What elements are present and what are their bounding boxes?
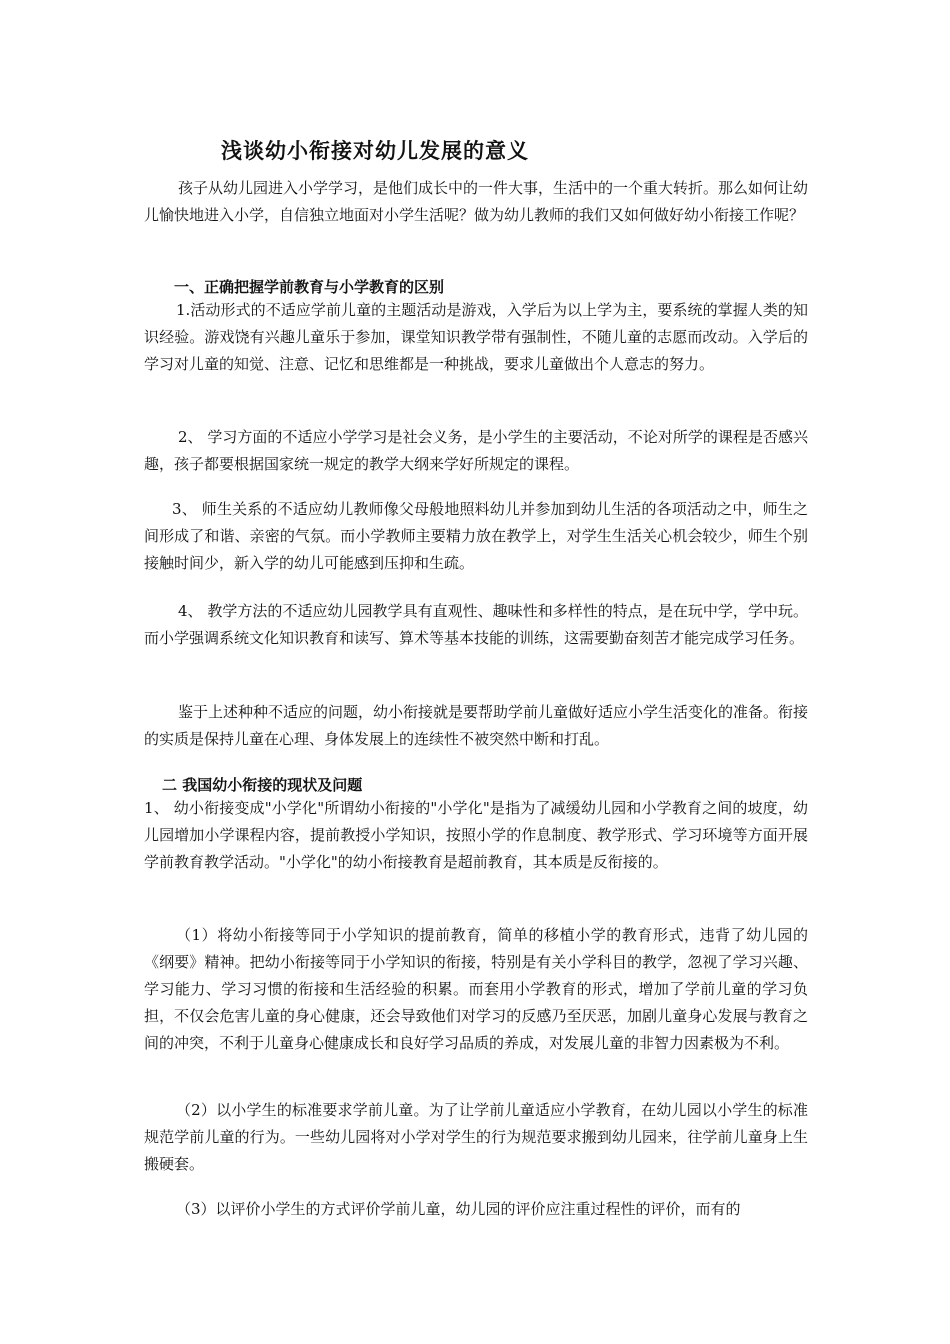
section2-heading: 二 我国幼小衔接的现状及问题 bbox=[162, 776, 363, 794]
section1-paragraph-3: 3、 师生关系的不适应幼儿教师像父母般地照料幼儿并参加到幼儿生活的各项活动之中，师生之间形成了和谐、亲密的气氛。而小学教师主要精力放在教学上，对学生生活关心机会较少，师生个别接触时间少，新入学的幼儿可能感到压抑和生疏。 bbox=[144, 500, 808, 572]
section2-item-2: （2）以小学生的标准要求学前儿童。为了让学前儿童适应小学教育，在幼儿园以小学生的标准规范学前儿童的行为。一些幼儿园将对小学对学生的行为规范要求搬到幼儿园来，往学前儿童身上生搬硬套。 bbox=[144, 1101, 808, 1173]
section2-item-1: （1）将幼小衔接等同于小学知识的提前教育，简单的移植小学的教育形式，违背了幼儿园的《纲要》精神。把幼小衔接等同于小学知识的衔接，特别是有关小学科目的教学，忽视了学习兴趣、学习能力、学习习惯的衔接和生活经验的积累。而套用小学教育的形式，增加了学前儿童的学习负担，不仅会危害儿童的身心健康，还会导致他们对学习的反感乃至厌恶，加剧儿童身心发展与教育之间的冲突，不利于儿童身心健康成长和良好学习品质的养成，对发展儿童的非智力因素极为不利。 bbox=[144, 926, 808, 1052]
section2-item-3: （3）以评价小学生的方式评价学前儿童，幼儿园的评价应注重过程性的评价，而有的 bbox=[176, 1200, 741, 1218]
document-title: 浅谈幼小衔接对幼儿发展的意义 bbox=[221, 139, 529, 163]
section1-heading: 一、正确把握学前教育与小学教育的区别 bbox=[174, 278, 445, 296]
section1-paragraph-4: 4、 教学方法的不适应幼儿园教学具有直观性、趣味性和多样性的特点，是在玩中学，学中玩。而小学强调系统文化知识教育和读写、算术等基本技能的训练，这需要勤奋刻苦才能完成学习任务。 bbox=[144, 602, 808, 647]
section1-paragraph-1: 1.活动形式的不适应学前儿童的主题活动是游戏，入学后为以上学为主，要系统的掌握人类的知识经验。游戏饶有兴趣儿童乐于参加，课堂知识教学带有强制性，不随儿童的志愿而改动。入学后的学习对儿童的知觉、注意、记忆和思维都是一种挑战，要求儿童做出个人意志的努力。 bbox=[144, 301, 808, 373]
section2-paragraph-1: 1、 幼小衔接变成"小学化"所谓幼小衔接的"小学化"是指为了减缓幼儿园和小学教育之间的坡度，幼儿园增加小学课程内容，提前教授小学知识，按照小学的作息制度、教学形式、学习环境等方面开展学前教育教学活动。"小学化"的幼小衔接教育是超前教育，其本质是反衔接的。 bbox=[144, 799, 808, 871]
section1-summary: 鉴于上述种种不适应的问题，幼小衔接就是要帮助学前儿童做好适应小学生活变化的准备。衔接的实质是保持儿童在心理、身体发展上的连续性不被突然中断和打乱。 bbox=[144, 703, 809, 748]
intro-paragraph: 孩子从幼儿园进入小学学习，是他们成长中的一件大事，生活中的一个重大转折。那么如何让幼儿愉快地进入小学，自信独立地面对小学生活呢？做为幼儿教师的我们又如何做好幼小衔接工作呢？ bbox=[144, 179, 809, 224]
section1-paragraph-2: 2、 学习方面的不适应小学学习是社会义务，是小学生的主要活动，不论对所学的课程是否感兴趣，孩子都要根据国家统一规定的教学大纲来学好所规定的课程。 bbox=[144, 428, 808, 473]
